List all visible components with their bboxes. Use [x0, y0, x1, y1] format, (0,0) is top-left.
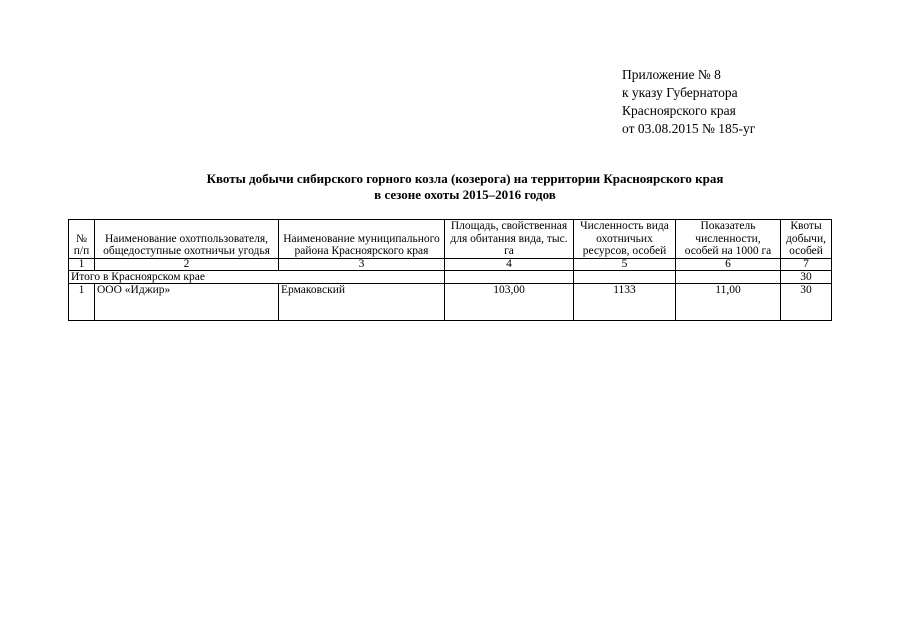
- column-number: 4: [445, 258, 574, 270]
- header-cell: Наименование охотпользователя, общедоступные охотничьи угодья: [95, 220, 279, 259]
- header-cell: Показатель численности, особей на 1000 га: [676, 220, 781, 259]
- total-label: Итого в Красноярском крае: [69, 270, 445, 283]
- header-row: [69, 220, 832, 259]
- column-number: 5: [574, 258, 676, 270]
- column-number: 7: [781, 258, 832, 270]
- column-number: 6: [676, 258, 781, 270]
- column-number: 1: [69, 258, 95, 270]
- appendix-line: Красноярского края: [622, 103, 736, 118]
- header-cell: № п/п: [69, 220, 95, 259]
- empty-cell: [445, 270, 574, 283]
- row-number: 1: [69, 283, 95, 320]
- column-number: 3: [279, 258, 445, 270]
- title-line: Квоты добычи сибирского горного козла (козерога) на территории Красноярского края: [206, 171, 724, 186]
- empty-cell: [574, 270, 676, 283]
- document-title: [150, 171, 780, 203]
- header-cell: Численность вида охотничьих ресурсов, особей: [574, 220, 676, 259]
- header-cell: Наименование муниципального района Красноярского края: [279, 220, 445, 259]
- appendix-line: к указу Губернатора: [622, 85, 738, 100]
- area-value: 103,00: [445, 283, 574, 320]
- total-row: [69, 270, 832, 283]
- empty-cell: [676, 270, 781, 283]
- quota-value: 30: [781, 283, 832, 320]
- appendix-block: [622, 66, 755, 138]
- total-quota: 30: [781, 270, 832, 283]
- column-number-row: [69, 258, 832, 270]
- table-row: [69, 283, 832, 320]
- appendix-line: от 03.08.2015 № 185-уг: [622, 121, 756, 136]
- appendix-line: Приложение № 8: [622, 67, 721, 82]
- header-cell: Площадь, свойственная для обитания вида, тыс. га: [445, 220, 574, 259]
- user-name: ООО «Иджир»: [95, 283, 279, 320]
- column-number: 2: [95, 258, 279, 270]
- district-name: Ермаковский: [279, 283, 445, 320]
- quota-table: [68, 219, 832, 321]
- population-value: 1133: [574, 283, 676, 320]
- title-line: в сезоне охоты 2015–2016 годов: [374, 187, 556, 202]
- density-value: 11,00: [676, 283, 781, 320]
- header-cell: Квоты добычи, особей: [781, 220, 832, 259]
